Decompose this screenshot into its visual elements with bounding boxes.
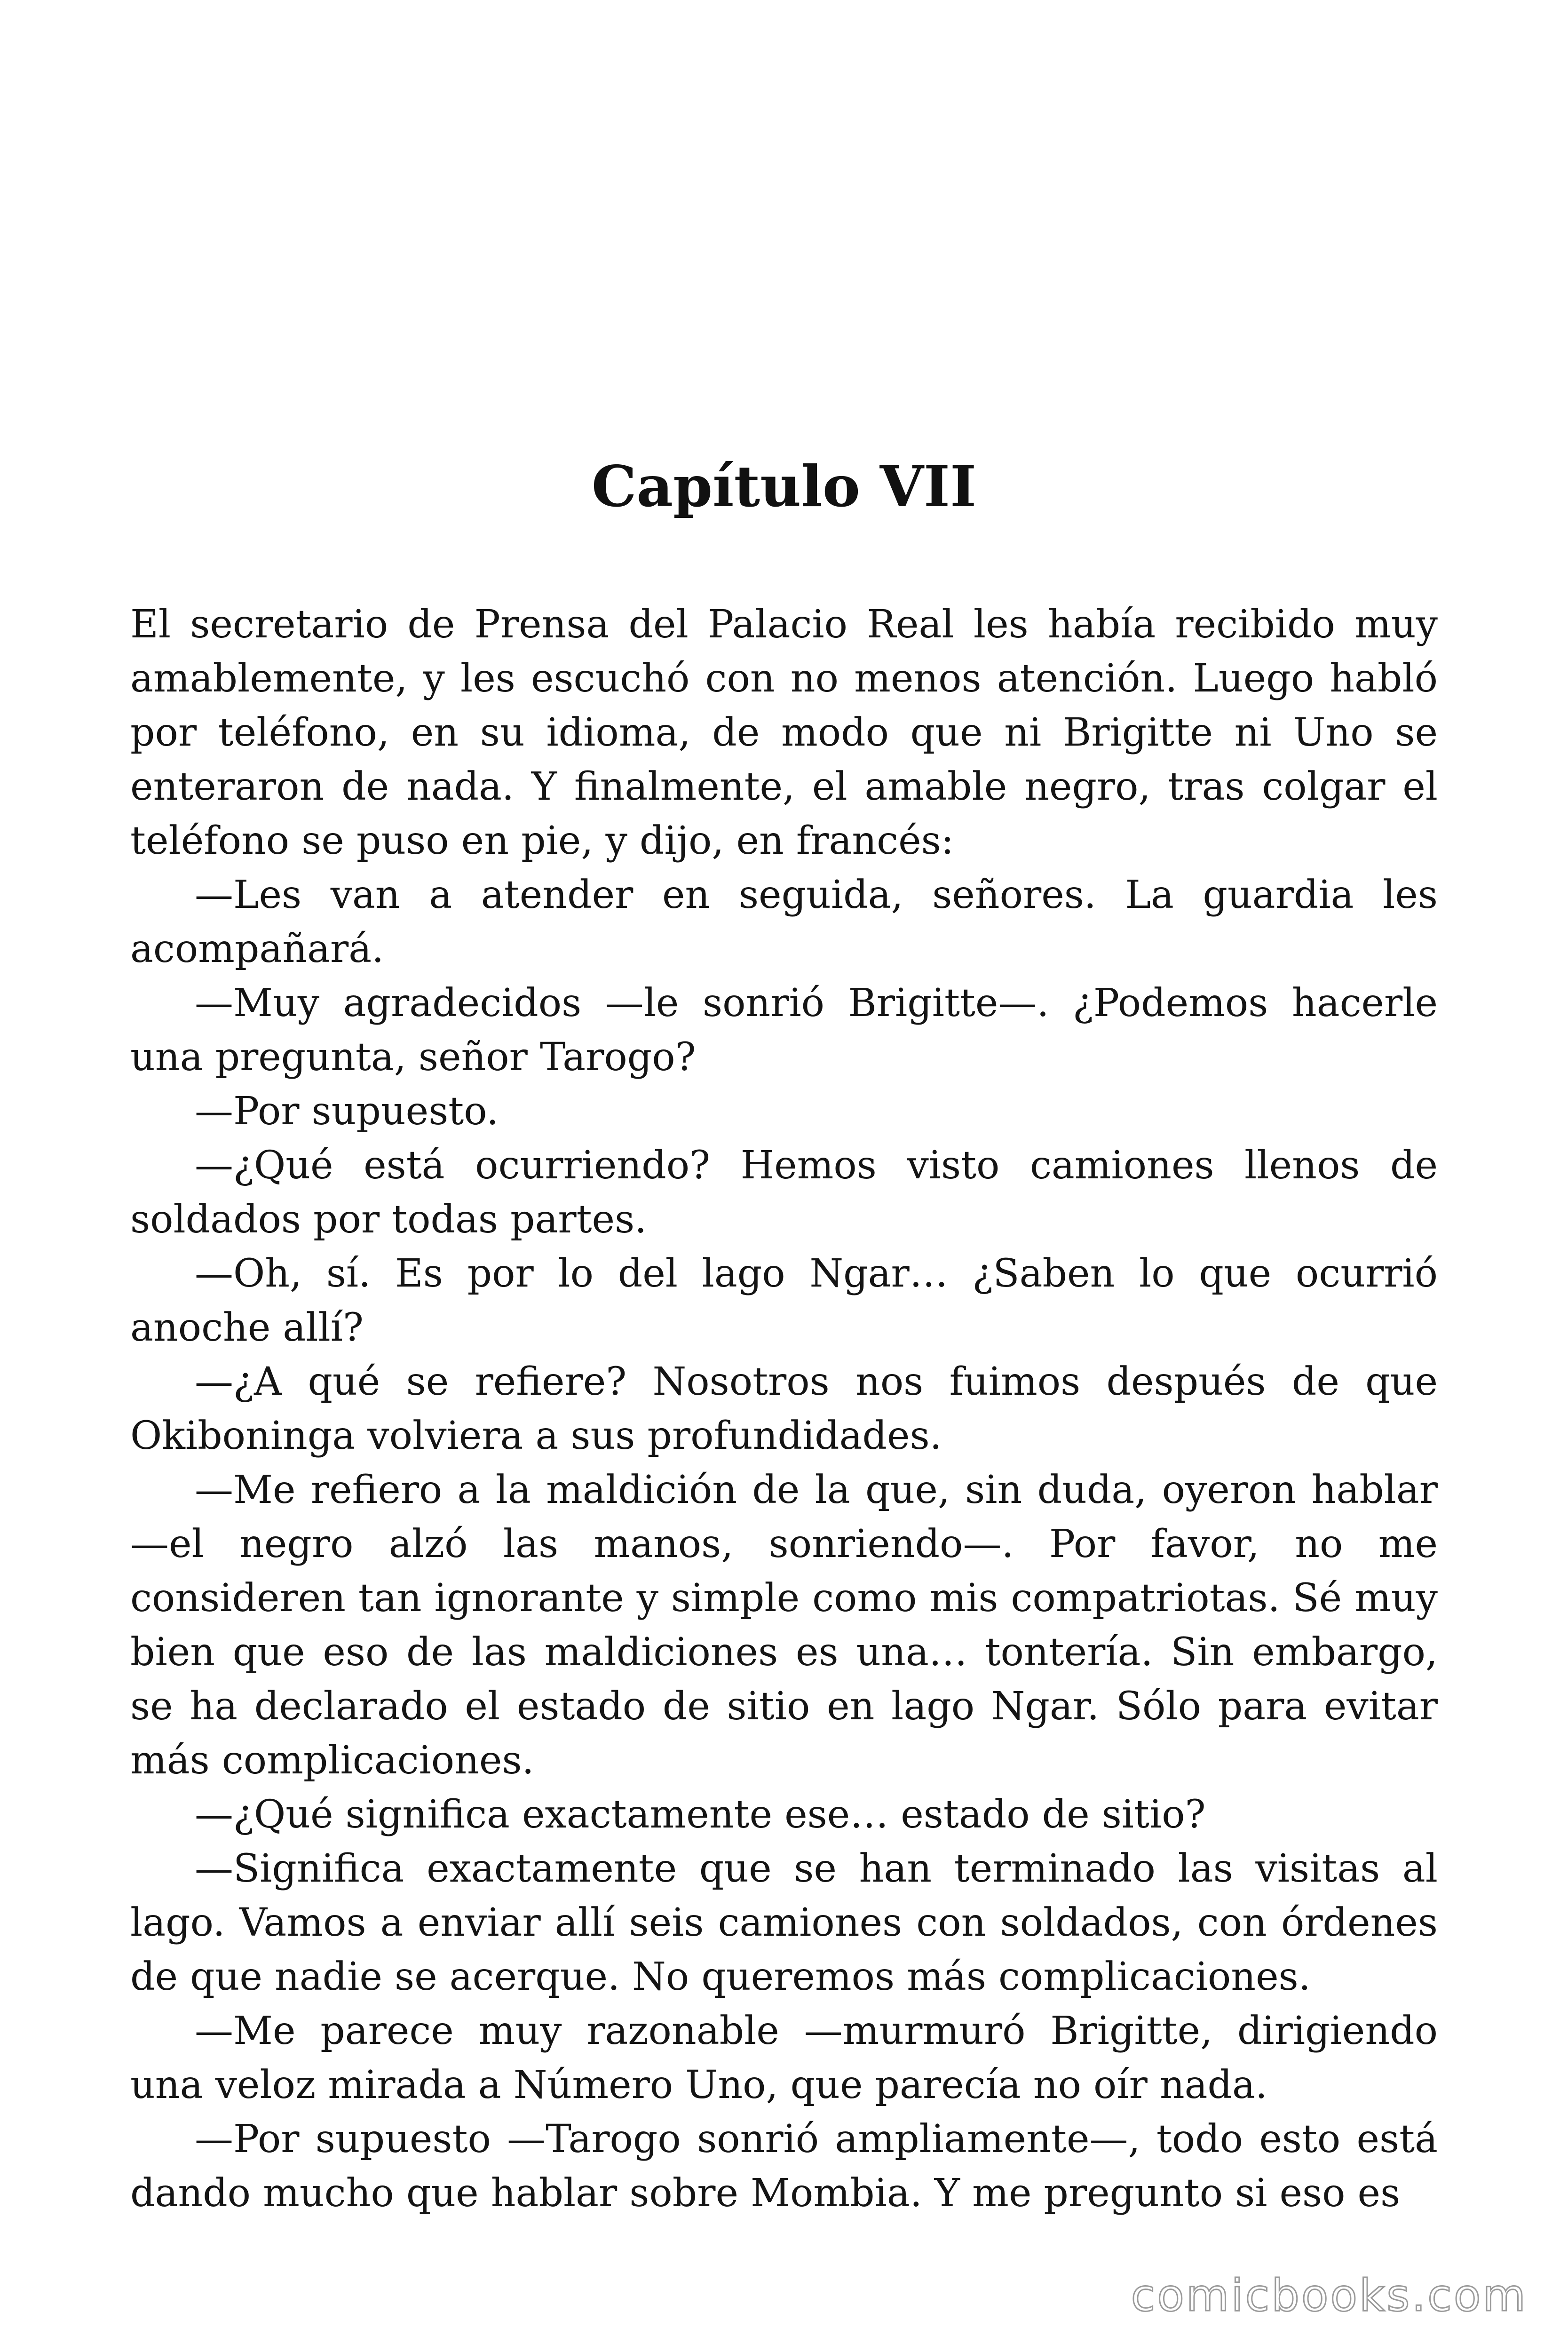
paragraph: —Por supuesto. [195, 1089, 499, 1134]
paragraph: —Me refiero a la maldición de la que, sin duda, oyeron hablar —el negro alzó las manos, sonriendo—. Por favor, no me consideren tan ignorante y simple como mis compatriotas. Sé muy bien que eso de las maldiciones es una… tontería. Sin embargo, se ha declarado el estado de sitio en lago Ngar. Sólo para evitar más complicaciones. [130, 1468, 1438, 1783]
chapter-body [130, 597, 1438, 2220]
paragraph: —¿Qué significa exactamente ese… estado de sitio? [195, 1792, 1206, 1837]
paragraph: El secretario de Prensa del Palacio Real les había recibido muy amablemente, y les escuchó con no menos atención. Luego habló por teléfono, en su idioma, de modo que ni Brigitte ni Uno se enteraron de nada. Y finalmente, el amable negro, tras colgar el teléfono se puso en pie, y dijo, en francés: [130, 602, 1438, 863]
paragraph: —Me parece muy razonable —murmuró Brigitte, dirigiendo una veloz mirada a Número Uno, que parecía no oír nada. [130, 2009, 1438, 2107]
paragraph: —¿A qué se refiere? Nosotros nos fuimos después de que Okiboninga volviera a sus profundidades. [130, 1359, 1438, 1458]
paragraph: —Significa exactamente que se han terminado las visitas al lago. Vamos a enviar allí seis camiones con soldados, con órdenes de que nadie se acerque. No queremos más complicaciones. [130, 1846, 1438, 1999]
watermark: comicbooks.com [1131, 2270, 1528, 2321]
paragraph: —Oh, sí. Es por lo del lago Ngar… ¿Saben lo que ocurrió anoche allí? [130, 1251, 1438, 1350]
paragraph: —Les van a atender en seguida, señores. La guardia les acompañará. [130, 873, 1438, 971]
chapter-title: Capítulo VII [591, 453, 977, 520]
paragraph: —Por supuesto —Tarogo sonrió ampliamente—, todo esto está dando mucho que hablar sobre Mombia. Y me pregunto si eso es [130, 2117, 1438, 2216]
paragraph: —¿Qué está ocurriendo? Hemos visto camiones llenos de soldados por todas partes. [130, 1143, 1438, 1242]
paragraph: —Muy agradecidos —le sonrió Brigitte—. ¿Podemos hacerle una pregunta, señor Tarogo? [130, 981, 1438, 1080]
